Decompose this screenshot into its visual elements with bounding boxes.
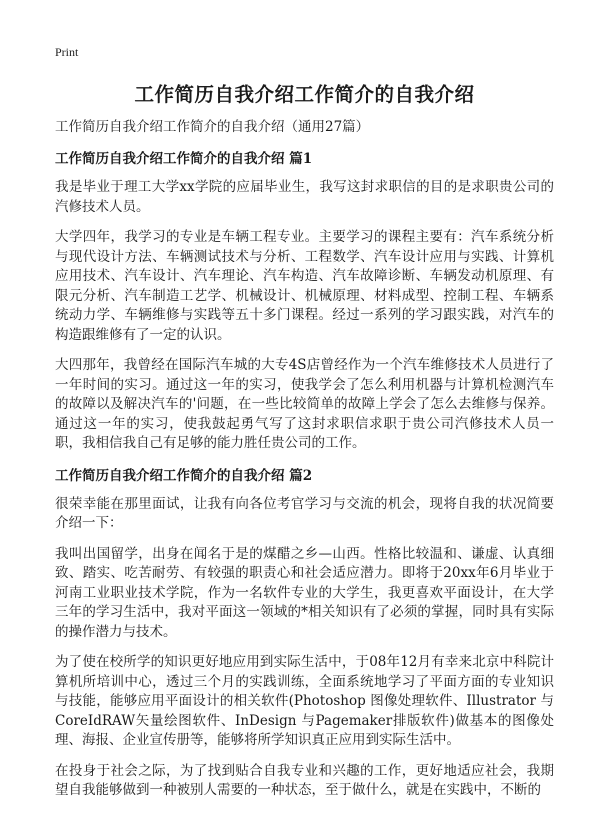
section-2-paragraph-4: 在投身于社会之际，为了找到贴合自我专业和兴趣的工作，更好地适应社会，我期望自我能够做到一种被别人需要的一种状态，至于做什么，就是在实践中，不断的	[55, 762, 554, 798]
document-title: 工作简历自我介绍工作简介的自我介绍	[134, 83, 475, 106]
section-2-paragraph-1: 很荣幸能在那里面试，让我有向各位考官学习与交流的机会，现将自我的状况简要介绍一下：	[55, 495, 554, 531]
section-2-paragraph-2: 我叫出国留学，出身在闻名于是的煤醋之乡—山西。性格比较温和、谦虚、认真细致、踏实、吃苦耐劳、有较强的职责心和社会适应潜力。即将于20xx年6月毕业于河南工业职业技术学院，作为一名软件专业的大学生，我更喜欢平面设计，在大学三年的学习生活中，我对平面这一领域的*相关知识有了必须的掌握，同时具有实际的操作潜力与技术。	[55, 545, 554, 640]
document-subtitle: 工作简历自我介绍工作简介的自我介绍（通用27篇）	[55, 119, 370, 135]
section-1-paragraph-1: 我是毕业于理工大学xx学院的应届毕业生，我写这封求职信的目的是求职贵公司的汽修技术人员。	[55, 179, 554, 215]
section-2-heading: 工作简历自我介绍工作简介的自我介绍 篇2	[55, 467, 313, 484]
section-1-heading: 工作简历自我介绍工作简介的自我介绍 篇1	[55, 151, 313, 167]
print-label: Print	[55, 45, 79, 59]
section-1-paragraph-2: 大学四年，我学习的专业是车辆工程专业。主要学习的课程主要有：汽车系统分析与现代设计方法、车辆测试技术与分析、工程数学、汽车设计应用与实践、计算机应用技术、汽车设计、汽车理论、汽车构造、汽车故障诊断、车辆发动机原理、有限元分析、汽车制造工艺学、机械设计、机械原理、材料成型、控制工程、车辆系统动力学、车辆维修与实践等五十多门课程。经过一系列的学习跟实践，对汽车的构造跟维修有了一定的认识。	[55, 229, 554, 343]
section-2-paragraph-3: 为了使在校所学的知识更好地应用到实际生活中，于08年12月有幸来北京中科院计算机所培训中心，透过三个月的实践训练，全面系统地学习了平面方面的专业知识与技能，能够应用平面设计的相关软件(Photoshop 图像处理软件、Illustrator 与 CoreIdRAW矢量绘图软件、InDesign 与Pagemaker排版软件)做基本的图像处理、海报、企业宣传册等，能够将所学知识真正应用到实际生活中。	[55, 654, 554, 748]
section-1-paragraph-3: 大四那年，我曾经在国际汽车城的大专4S店曾经作为一个汽车维修技术人员进行了一年时间的实习。通过这一年的实习，使我学会了怎么利用机器与计算机检测汽车的故障以及解决汽车的'问题，在一些比较简单的故障上学会了怎么去维修与保养。通过这一年的实习，使我鼓起勇气写了这封求职信求职于贵公司汽修技术人员一职，我相信我自己有足够的能力胜任贵公司的工作。	[55, 357, 554, 451]
